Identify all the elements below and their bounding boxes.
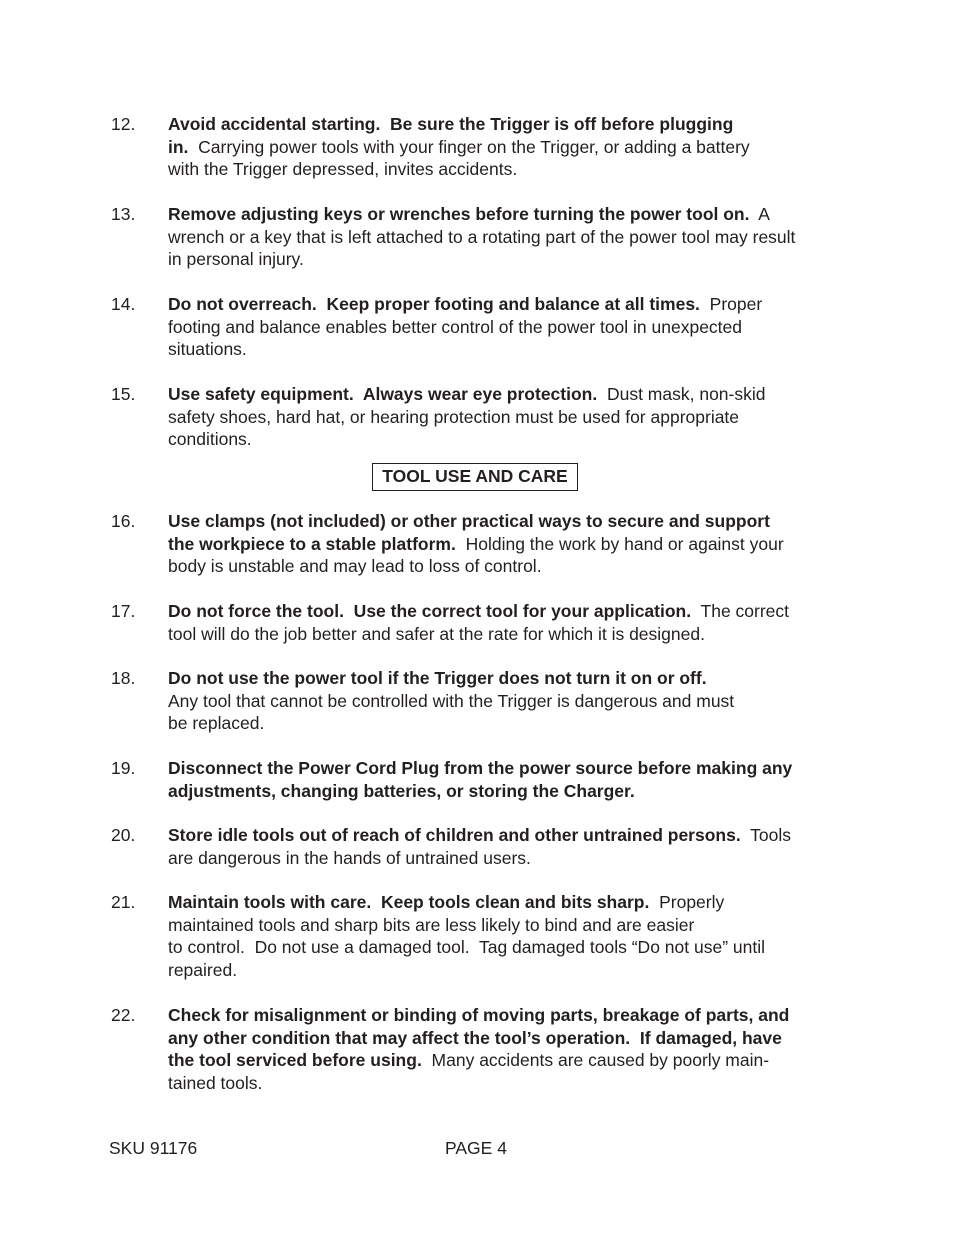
body-text: situations. [168, 339, 247, 360]
rule-number: 18. [111, 668, 136, 688]
rule-text [168, 824, 791, 869]
rule-text-line [168, 158, 750, 181]
sku-footer: SKU 91176 [109, 1138, 198, 1158]
rule-text-line [168, 226, 795, 249]
body-text: wrench or a key that is left attached to a rotating part of the power tool may result [168, 226, 796, 247]
rule-text-line [168, 338, 762, 361]
body-text: Dust mask, non-skid [597, 384, 766, 404]
rule-number: 12. [111, 114, 136, 134]
rule-text-line [168, 533, 784, 556]
body-text: Carrying power tools with your finger on the Trigger, or adding a battery [188, 136, 750, 157]
rule-text [168, 667, 734, 735]
body-text: Many accidents are caused by poorly main- [421, 1050, 770, 1071]
rule-text [168, 113, 750, 181]
rule-text [168, 891, 765, 981]
body-text: are dangerous in the hands of untrained users. [168, 847, 531, 868]
rule-text-line [168, 406, 765, 429]
bold-text: Use safety equipment. Always wear eye protection. [168, 384, 598, 404]
rule-text-line [168, 1004, 789, 1027]
rule-number: 14. [111, 294, 136, 314]
section-heading: TOOL USE AND CARE [372, 463, 578, 491]
body-text: repaired. [168, 959, 238, 980]
rule-text-line [168, 780, 792, 803]
rule-number: 13. [111, 204, 136, 224]
rule-number: 16. [111, 511, 136, 531]
body-text: in personal injury. [168, 249, 304, 270]
rule-text-line [168, 936, 765, 959]
body-text: body is unstable and may lead to loss of control. [168, 556, 542, 577]
bold-text: Do not use the power tool if the Trigger does not turn it on or off. [168, 668, 707, 688]
rule-text-line [168, 690, 734, 713]
rule-text-line [168, 1072, 789, 1095]
rule-text-line [168, 293, 762, 316]
bold-text: the tool serviced before using. [168, 1050, 422, 1071]
bold-text: Check for misalignment or binding of moving parts, breakage of parts, and [168, 1005, 790, 1025]
body-text: with the Trigger depressed, invites accidents. [168, 159, 518, 180]
body-text: Proper [699, 294, 763, 314]
rule-text [168, 1004, 789, 1094]
rule-number: 19. [111, 758, 136, 778]
rule-text-line [168, 959, 765, 982]
rule-text-line [168, 757, 792, 780]
bold-text: the workpiece to a stable platform. [168, 533, 456, 554]
bold-text: Do not force the tool. Use the correct tool for your application. [168, 601, 692, 621]
bold-text: adjustments, changing batteries, or storing the Charger. [168, 780, 635, 801]
rule-text-line [168, 316, 762, 339]
bold-text: Store idle tools out of reach of children and other untrained persons. [168, 825, 741, 845]
rule-text-line [168, 667, 734, 690]
rule-text-line [168, 510, 784, 533]
body-text: Any tool that cannot be controlled with the Trigger is dangerous and must [168, 690, 735, 711]
rule-text-line [168, 623, 789, 646]
rule-text [168, 383, 765, 451]
rule-number: 17. [111, 601, 136, 621]
rule-number: 21. [111, 892, 136, 912]
rule-text-line [168, 824, 791, 847]
rule-text-line [168, 555, 784, 578]
rule-text [168, 600, 789, 645]
rule-text-line [168, 914, 765, 937]
rule-text-line [168, 712, 734, 735]
body-text: maintained tools and sharp bits are less likely to bind and are easier [168, 914, 695, 935]
body-text: safety shoes, hard hat, or hearing protection must be used for appropriate [168, 406, 740, 427]
rule-text-line [168, 891, 765, 914]
rule-text-line [168, 113, 750, 136]
rule-text-line [168, 203, 795, 226]
rule-text-line [168, 428, 765, 451]
rule-text-line [168, 248, 795, 271]
body-text: Tools [740, 825, 791, 845]
body-text: tool will do the job better and safer at the rate for which it is designed. [168, 623, 705, 644]
bold-text: Do not overreach. Keep proper footing and balance at all times. [168, 294, 700, 314]
rule-text [168, 293, 762, 361]
rule-text [168, 510, 784, 578]
page-number: PAGE 4 [445, 1138, 507, 1158]
rule-text [168, 757, 792, 802]
rule-text [168, 203, 795, 271]
body-text: Properly [649, 892, 725, 912]
rule-number: 22. [111, 1005, 136, 1025]
body-text: conditions. [168, 429, 252, 450]
rule-number: 20. [111, 825, 136, 845]
body-text: footing and balance enables better control of the power tool in unexpected [168, 316, 743, 337]
rule-number: 15. [111, 384, 136, 404]
body-text: be replaced. [168, 713, 265, 734]
bold-text: Use clamps (not included) or other practical ways to secure and support [168, 511, 770, 531]
bold-text: in. [168, 136, 189, 157]
body-text: to control. Do not use a damaged tool. Tag damaged tools “Do not use” until [168, 937, 765, 958]
body-text: A [749, 204, 770, 224]
body-text: Holding the work by hand or against your [455, 533, 784, 554]
bold-text: Disconnect the Power Cord Plug from the power source before making any [168, 758, 793, 778]
bold-text: Maintain tools with care. Keep tools clean and bits sharp. [168, 892, 650, 912]
bold-text: Remove adjusting keys or wrenches before turning the power tool on. [168, 204, 750, 224]
bold-text: Avoid accidental starting. Be sure the Trigger is off before plugging [168, 114, 734, 134]
rule-text-line [168, 847, 791, 870]
rule-text-line [168, 1027, 789, 1050]
body-text: The correct [691, 601, 790, 621]
body-text: tained tools. [168, 1072, 263, 1093]
rule-text-line [168, 136, 750, 159]
rule-text-line [168, 1049, 789, 1072]
rule-text-line [168, 600, 789, 623]
rule-text-line [168, 383, 765, 406]
bold-text: any other condition that may affect the tool’s operation. If damaged, have [168, 1027, 782, 1048]
